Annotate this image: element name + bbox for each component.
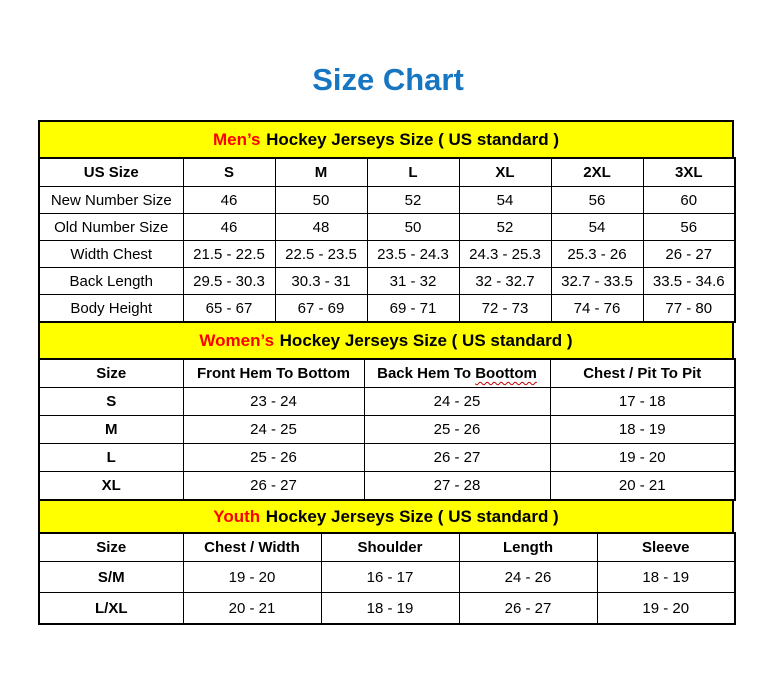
youth-section-header	[38, 499, 734, 534]
size-value-cell: 32 - 32.7	[459, 268, 551, 295]
column-header: M	[275, 158, 367, 187]
youth-size-section	[38, 499, 734, 625]
size-value-cell: 18 - 19	[321, 593, 459, 625]
size-value-cell: 24 - 25	[183, 416, 364, 444]
row-label: S/M	[39, 562, 183, 593]
size-value-cell: 52	[367, 187, 459, 214]
size-value-cell: 16 - 17	[321, 562, 459, 593]
mens-size-table	[38, 157, 736, 323]
row-label: S	[39, 388, 183, 416]
size-value-cell: 19 - 20	[183, 562, 321, 593]
womens-header-row	[39, 359, 735, 388]
column-header: XL	[459, 158, 551, 187]
size-value-cell: 56	[643, 214, 735, 241]
womens-section-header	[38, 321, 734, 360]
size-value-cell: 52	[459, 214, 551, 241]
youth-heading-text: Hockey Jerseys Size ( US standard )	[265, 506, 559, 526]
table-row	[39, 268, 735, 295]
size-value-cell: 29.5 - 30.3	[183, 268, 275, 295]
size-value-cell: 18 - 19	[597, 562, 735, 593]
page-title: Size Chart	[312, 62, 464, 97]
column-header: S	[183, 158, 275, 187]
column-header: Front Hem To Bottom	[183, 359, 364, 388]
column-header: Sleeve	[597, 533, 735, 562]
size-value-cell: 21.5 - 22.5	[183, 241, 275, 268]
mens-header-row	[39, 158, 735, 187]
youth-header-row	[39, 533, 735, 562]
size-value-cell: 30.3 - 31	[275, 268, 367, 295]
size-value-cell: 25 - 26	[183, 444, 364, 472]
size-value-cell: 65 - 67	[183, 295, 275, 323]
size-value-cell: 54	[551, 214, 643, 241]
row-label: Back Length	[39, 268, 183, 295]
size-value-cell: 24.3 - 25.3	[459, 241, 551, 268]
table-row	[39, 388, 735, 416]
size-value-cell: 46	[183, 187, 275, 214]
column-header: Chest / Width	[183, 533, 321, 562]
size-value-cell: 74 - 76	[551, 295, 643, 323]
size-value-cell: 72 - 73	[459, 295, 551, 323]
size-value-cell: 46	[183, 214, 275, 241]
row-label: Old Number Size	[39, 214, 183, 241]
size-value-cell: 67 - 69	[275, 295, 367, 323]
size-value-cell: 50	[367, 214, 459, 241]
size-value-cell: 25 - 26	[364, 416, 550, 444]
table-row	[39, 593, 735, 625]
row-label: XL	[39, 472, 183, 501]
column-header: Length	[459, 533, 597, 562]
mens-heading-highlight: Men’s	[212, 129, 261, 149]
size-value-cell: 26 - 27	[459, 593, 597, 625]
size-value-cell: 50	[275, 187, 367, 214]
column-header: L	[367, 158, 459, 187]
column-header: 2XL	[551, 158, 643, 187]
size-value-cell: 26 - 27	[183, 472, 364, 501]
size-value-cell: 26 - 27	[364, 444, 550, 472]
size-chart	[38, 120, 734, 625]
size-value-cell: 25.3 - 26	[551, 241, 643, 268]
column-header-misspelled: Back Hem To Boottom	[364, 359, 550, 388]
womens-size-section	[38, 321, 734, 501]
row-label: L	[39, 444, 183, 472]
size-value-cell: 33.5 - 34.6	[643, 268, 735, 295]
size-value-cell: 17 - 18	[550, 388, 735, 416]
table-row	[39, 562, 735, 593]
size-value-cell: 26 - 27	[643, 241, 735, 268]
misspelled-word: Boottom	[475, 365, 537, 382]
size-value-cell: 18 - 19	[550, 416, 735, 444]
size-value-cell: 22.5 - 23.5	[275, 241, 367, 268]
table-row	[39, 444, 735, 472]
youth-heading-highlight: Youth	[213, 506, 261, 526]
row-label: New Number Size	[39, 187, 183, 214]
womens-heading-text: Hockey Jerseys Size ( US standard )	[279, 330, 573, 350]
mens-section-header	[38, 120, 734, 159]
size-value-cell: 31 - 32	[367, 268, 459, 295]
size-value-cell: 23 - 24	[183, 388, 364, 416]
womens-heading-highlight: Women’s	[199, 330, 275, 350]
column-header: US Size	[39, 158, 183, 187]
column-header: Chest / Pit To Pit	[550, 359, 735, 388]
size-value-cell: 19 - 20	[597, 593, 735, 625]
womens-size-table	[38, 358, 736, 501]
size-value-cell: 54	[459, 187, 551, 214]
size-value-cell: 32.7 - 33.5	[551, 268, 643, 295]
table-row	[39, 214, 735, 241]
column-header: Size	[39, 533, 183, 562]
table-row	[39, 241, 735, 268]
mens-heading-text: Hockey Jerseys Size ( US standard )	[266, 129, 560, 149]
table-row	[39, 416, 735, 444]
table-row	[39, 295, 735, 323]
row-label: L/XL	[39, 593, 183, 625]
size-value-cell: 69 - 71	[367, 295, 459, 323]
size-value-cell: 23.5 - 24.3	[367, 241, 459, 268]
row-label: Width Chest	[39, 241, 183, 268]
table-row	[39, 472, 735, 501]
row-label: Body Height	[39, 295, 183, 323]
size-value-cell: 48	[275, 214, 367, 241]
size-value-cell: 24 - 25	[364, 388, 550, 416]
table-row	[39, 187, 735, 214]
size-value-cell: 27 - 28	[364, 472, 550, 501]
row-label: M	[39, 416, 183, 444]
youth-size-table	[38, 532, 736, 625]
column-header: Shoulder	[321, 533, 459, 562]
mens-size-section	[38, 120, 734, 323]
size-value-cell: 56	[551, 187, 643, 214]
size-value-cell: 77 - 80	[643, 295, 735, 323]
size-value-cell: 19 - 20	[550, 444, 735, 472]
size-value-cell: 20 - 21	[550, 472, 735, 501]
column-header: 3XL	[643, 158, 735, 187]
size-value-cell: 60	[643, 187, 735, 214]
column-header: Size	[39, 359, 183, 388]
size-value-cell: 24 - 26	[459, 562, 597, 593]
size-value-cell: 20 - 21	[183, 593, 321, 625]
